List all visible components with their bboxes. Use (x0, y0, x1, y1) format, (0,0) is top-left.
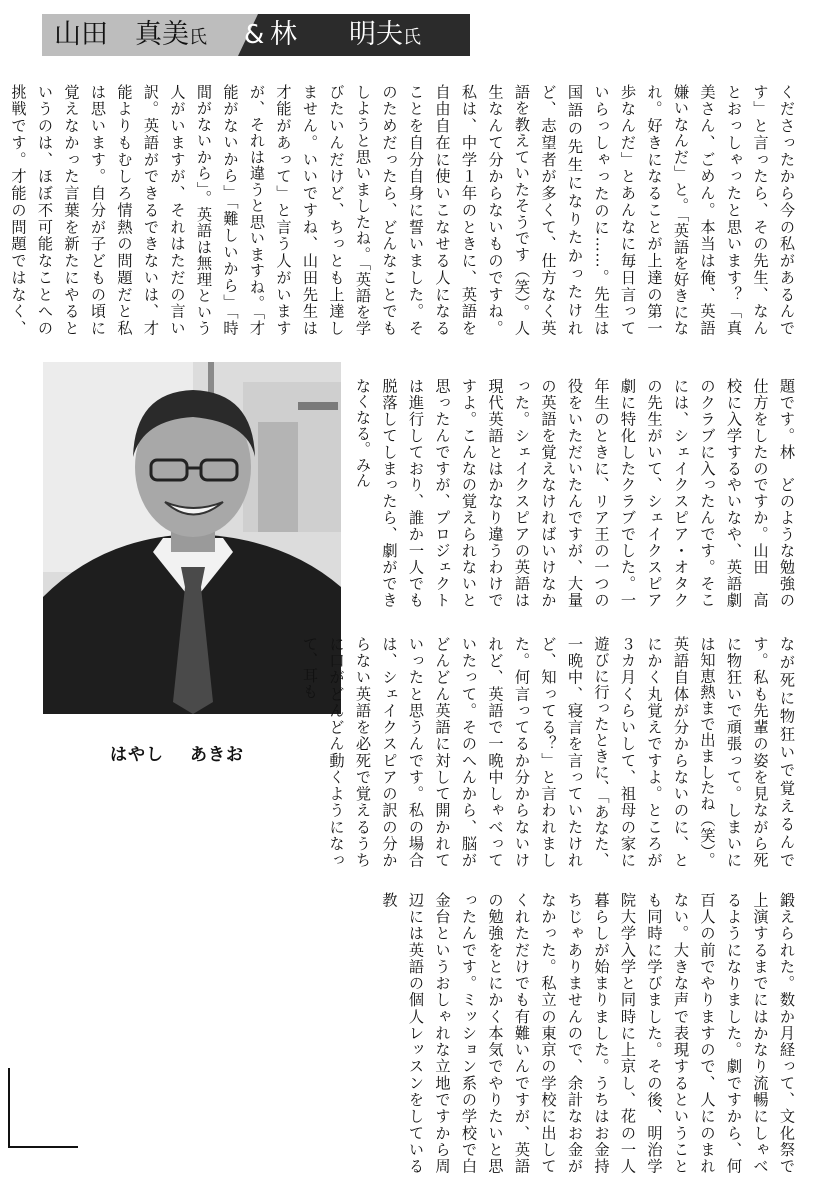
margin-rule-vertical (8, 1068, 10, 1148)
speaker-name-yamada: 山田 真美氏 (54, 19, 207, 50)
article-header (42, 14, 470, 56)
body-text-bottom: 鍛えられた。数か月経って、文化祭で上演するまでにはかなり流暢にしゃべるようになりました。劇ですから、何百人の前でやりますので、人にのまれない。大きな声で表現するということも同時に学びました。その後、明治学院大学入学と同時に上京し、花の一人暮らしが始まりました。うちはお金持ちじゃありませんので、余計なお金がなかった。私立の東京の学校に出してくれただけでも有難いんですが、英語の勉強をとにかく本気でやりたいと思ったんです。ミッション系の学校で白金台というおしゃれな立地ですから周辺には英語の個人レッスンをしている教 (380, 892, 796, 1174)
speaker-name-hayashi: 林 明夫氏 (270, 19, 421, 50)
photo-caption: はやし あきお (110, 745, 244, 765)
body-text-top: くださったから今の私があるんです」と言ったら、その先生、なんとおっしゃったと思います？「真美さん、ごめん。本当は俺、英語嫌いなんだ」と。「英語を好きになれ。好きになることが上達の第一歩なんだ」とあんなに毎日言っていらっしゃったのに……。先生は国語の先生になりたかったけれど、志望者が多くて、仕方なく英語を教えていたそうです（笑）。人生なんて分からないものですね。私は、中学１年のときに、英語を自由自在に使いこなせる人になることを自分自身に誓いました。そのためだったら、どんなことでもしようと思いましたね。「英語を学びたいんだけど、ちっとも上達しません。いいですね、山田先生は才能があって」と言う人がいますが、それは違うと思いますね。「才能がないから」「難しいから」「時間がないから」。英語は無理という人がいますが、それはただの言い訳。英語ができるできないは、才能よりもむしろ情熱の問題だと私は思います。自分が子どもの頃に覚えなかった言葉を新たにやるというのは、ほぼ不可能なことへの挑戦です。才能の問題ではなく、 (9, 84, 796, 336)
margin-rule-horizontal (8, 1146, 78, 1148)
body-text-lower: なが死に物狂いで覚えるんです。私も先輩の姿を見ながら死に物狂いで頑張って。しまいには知恵熱まで出ましたね（笑）。英語自体が分からないのに、とにかく丸覚えですよ。ところが３カ月くらいして、祖母の家に遊びに行ったときに、「あなた、一晩中、寝言を言っていたけれど、知ってる？」と言われました。何言ってるか分からないけれど、英語で一晩中しゃべっていたって。そのへんから、脳がどんどん英語に対して開かれていったと思うんです。私の場合は、シェイクスピアの訳の分からない英語を必死で覚えるうちに口がどんどん動くようになって、耳も (301, 636, 796, 868)
ampersand: & (244, 20, 265, 50)
body-text-middle: 題です。林 どのような勉強の仕方をしたのですか。山田 高校に入学するやいなや、英語劇のクラブに入ったんです。そこには、シェイクスピア・オタクの先生がいて、シェイクスピア劇に特化したクラブでした。一年生のときに、リア王の一つの役をいただいたんですが、大量の英語を覚えなければいけなかった。シェイクスピアの英語は現代英語とはかなり違うわけですよ。こんなの覚えられないと思ったんですが、プロジェクトは進行しており、誰か一人でも脱落してしまったら、劇ができなくなる。みん (354, 378, 796, 608)
